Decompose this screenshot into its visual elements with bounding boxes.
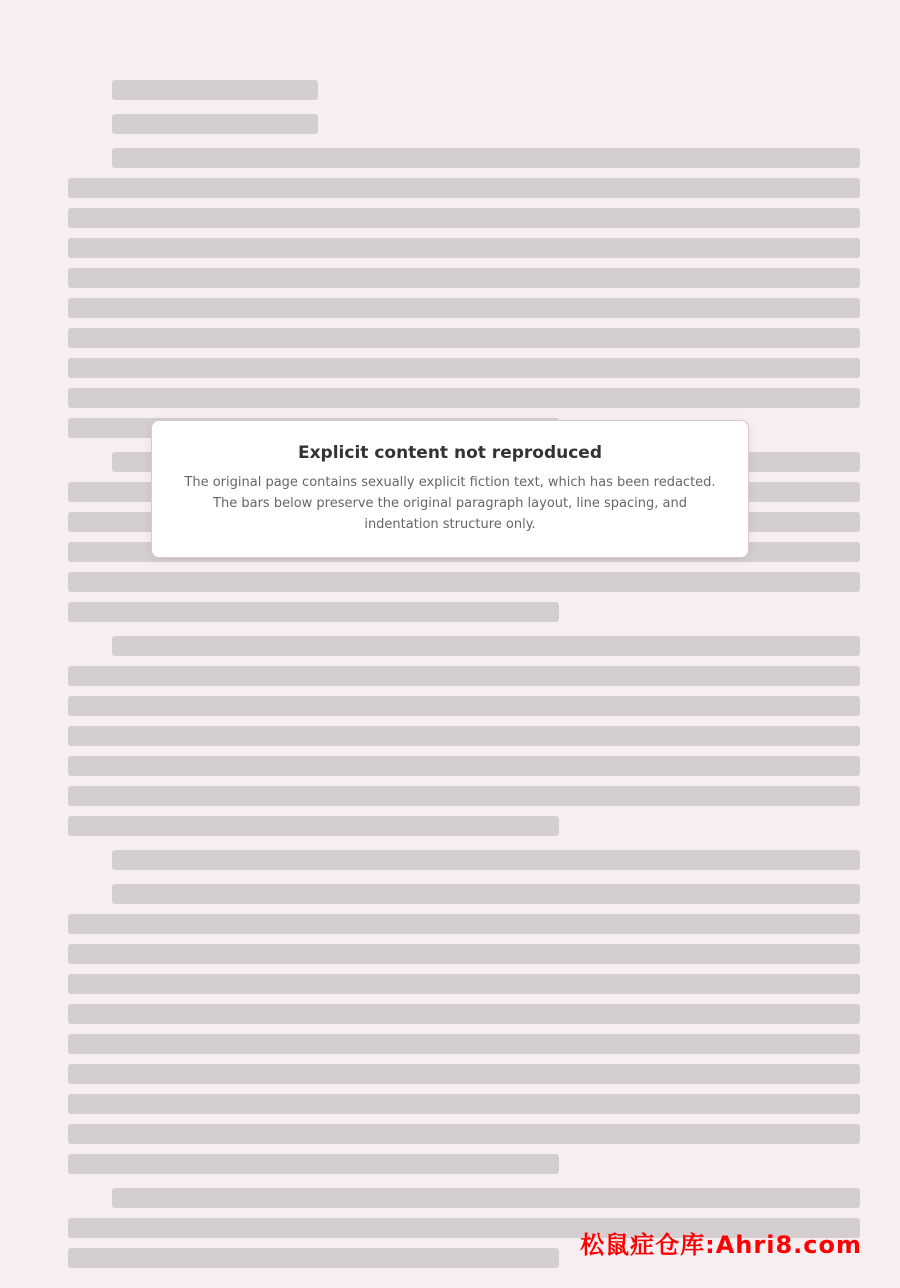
redacted-paragraph [68,884,860,1174]
redacted-text-line [68,944,860,964]
redacted-text-line [112,636,860,656]
document-page [68,80,860,1168]
redacted-text-line [112,1188,860,1208]
redacted-text-line [68,208,860,228]
redacted-text-line [68,602,559,622]
redacted-text-line [68,1034,860,1054]
redacted-text-line [68,726,860,746]
redacted-text-line [68,388,860,408]
redacted-text-line [68,786,860,806]
redacted-text-line [112,884,860,904]
redacted-text-line [68,268,860,288]
redacted-text-line [112,114,318,134]
redacted-text-line [112,148,860,168]
redacted-text-line [112,850,860,870]
source-watermark: 松鼠症仓库:Ahri8.com [580,1231,862,1259]
redacted-text-block [68,80,860,1268]
redacted-paragraph [68,148,860,438]
redacted-text-line [68,914,860,934]
redacted-text-line [68,328,860,348]
redacted-text-line [68,696,860,716]
redacted-text-line [68,572,860,592]
redacted-text-line [112,80,318,100]
redacted-paragraph [68,850,860,870]
redacted-paragraph [68,80,860,100]
redacted-text-line [68,358,860,378]
redacted-text-line [68,1004,860,1024]
redacted-text-line [68,178,860,198]
redaction-notice-body: The original page contains sexually explicit fiction text, which has been redacted. The bars below preserve the original paragraph layout, line spacing, and indentation structure only. [184,475,716,532]
redaction-notice-title: Explicit content not reproduced [297,443,603,463]
redacted-text-line [68,1094,860,1114]
redacted-paragraph [68,114,860,134]
redacted-paragraph [68,636,860,836]
redacted-text-line [68,238,860,258]
redaction-notice [151,420,749,558]
redacted-text-line [68,756,860,776]
redacted-text-line [68,1064,860,1084]
redacted-text-line [68,666,860,686]
redacted-text-line [68,1248,559,1268]
redacted-text-line [68,1124,860,1144]
redacted-text-line [68,974,860,994]
redacted-text-line [68,1154,559,1174]
redacted-text-line [68,298,860,318]
redacted-text-line [68,816,559,836]
